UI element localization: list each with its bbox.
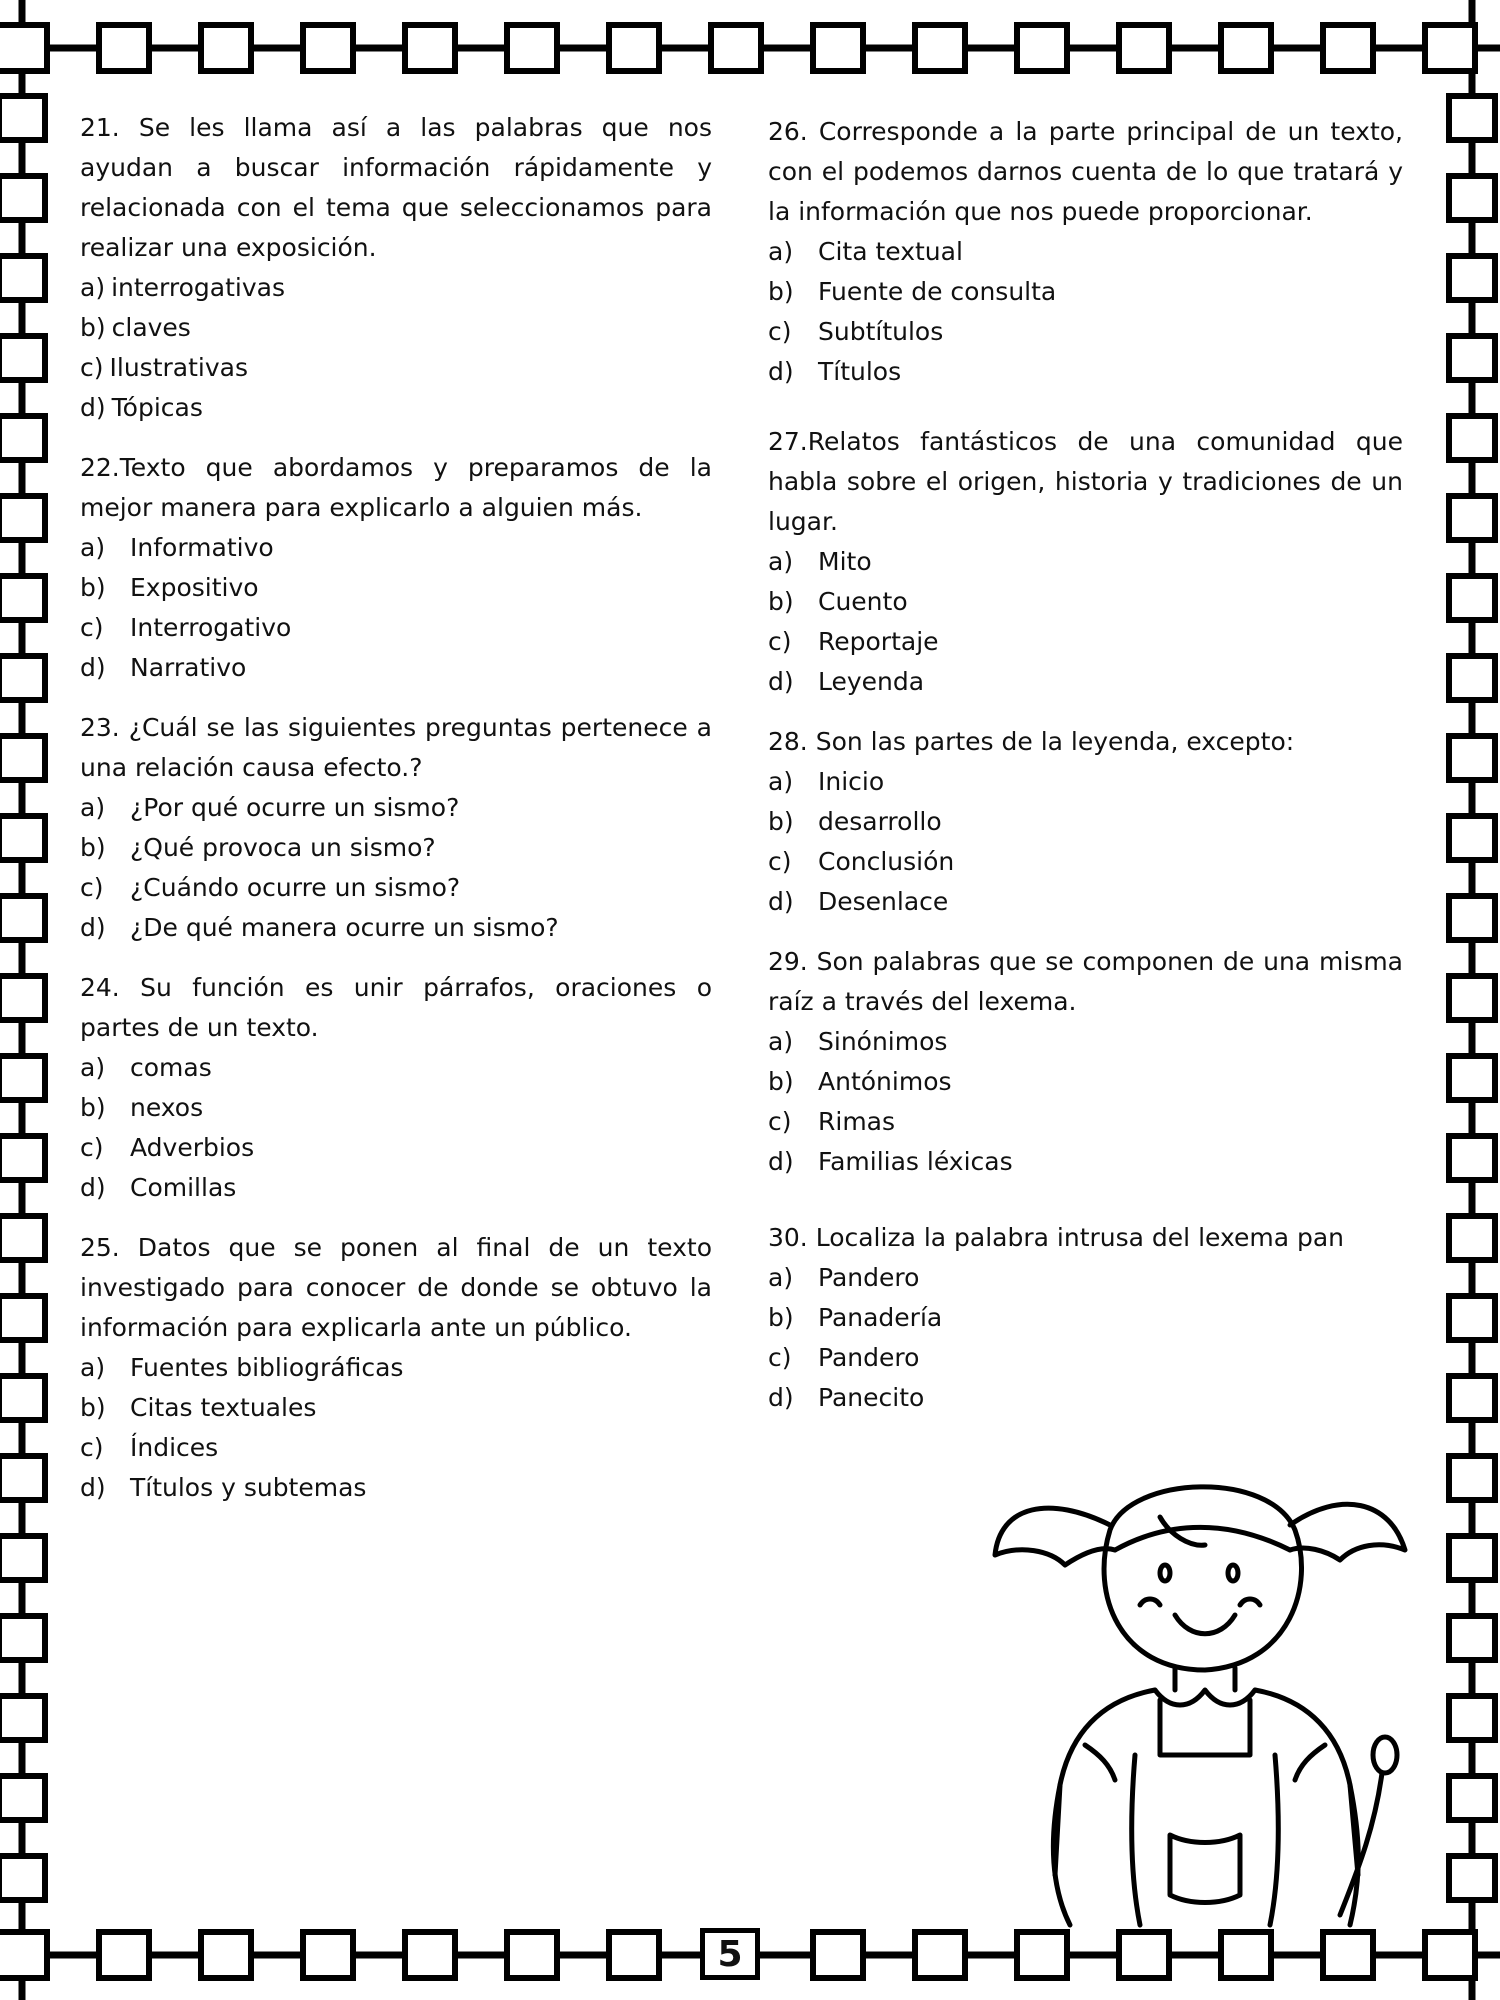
border-box <box>303 1932 353 1978</box>
option-text: Cita textual <box>818 237 963 266</box>
option-letter: c) <box>768 627 792 656</box>
option-letter: c) <box>80 613 104 642</box>
question-text: 21. Se les llama así a las palabras que nos ayudan a buscar información rápidamente y relacionada con el tema que seleccionamos para realizar una exposición. <box>80 113 712 262</box>
border-box <box>0 496 45 540</box>
border-box <box>813 1932 863 1978</box>
answer-option[interactable] <box>80 308 712 348</box>
border-box <box>405 25 455 71</box>
option-text: comas <box>130 1053 212 1082</box>
answer-option[interactable] <box>768 622 1403 662</box>
border-box <box>0 656 45 700</box>
border-box <box>0 1296 45 1340</box>
border-box <box>0 25 47 71</box>
answer-option[interactable] <box>80 1168 712 1208</box>
answer-option[interactable] <box>768 582 1403 622</box>
border-box <box>1017 25 1067 71</box>
border-box <box>1017 1932 1067 1978</box>
border-box <box>1449 1376 1495 1420</box>
border-box <box>813 25 863 71</box>
border-box <box>1425 1932 1475 1978</box>
option-letter: a) <box>768 767 794 796</box>
border-box <box>99 25 149 71</box>
border-box <box>1449 1216 1495 1260</box>
border-box <box>0 1616 45 1660</box>
option-text: Ilustrativas <box>109 353 248 382</box>
option-text: ¿Qué provoca un sismo? <box>130 833 436 862</box>
option-letter: a) <box>80 1053 106 1082</box>
option-text: interrogativas <box>111 273 285 302</box>
question-text: 26. Corresponde a la parte principal de un texto, con el podemos darnos cuenta de lo que tratará y la información que nos puede proporcionar. <box>768 117 1403 226</box>
border-box <box>1449 1696 1495 1740</box>
option-letter: c) <box>768 847 792 876</box>
border-box <box>1449 1776 1495 1820</box>
border-box <box>0 1536 45 1580</box>
option-text: ¿De qué manera ocurre un sismo? <box>130 913 559 942</box>
answer-option[interactable] <box>768 802 1403 842</box>
answer-option[interactable] <box>80 1468 712 1508</box>
option-letter: b) <box>80 313 106 342</box>
answer-option[interactable] <box>80 1128 712 1168</box>
border-box <box>1323 25 1373 71</box>
option-text: Citas textuales <box>130 1393 317 1422</box>
option-text: Informativo <box>130 533 274 562</box>
question-text: 24. Su función es unir párrafos, oraciones o partes de un texto. <box>80 973 712 1042</box>
answer-option[interactable] <box>768 542 1403 582</box>
option-text: nexos <box>130 1093 204 1122</box>
option-text: Reportaje <box>818 627 939 656</box>
answer-option[interactable] <box>80 1048 712 1088</box>
border-box <box>1449 1296 1495 1340</box>
border-box <box>711 25 761 71</box>
border-box <box>0 816 45 860</box>
answer-option[interactable] <box>768 232 1403 272</box>
border-box <box>609 1932 659 1978</box>
answer-option[interactable] <box>80 268 712 308</box>
question-25 <box>80 1228 712 1508</box>
answer-option[interactable] <box>80 1428 712 1468</box>
option-letter: a) <box>768 237 794 266</box>
answer-option[interactable] <box>768 1142 1403 1182</box>
question-text: 23. ¿Cuál se las siguientes preguntas pertenece a una relación causa efecto.? <box>80 713 712 782</box>
border-box <box>0 896 45 940</box>
option-text: Tópicas <box>111 393 203 422</box>
answer-option[interactable] <box>768 1338 1403 1378</box>
answer-option[interactable] <box>768 312 1403 352</box>
right-column <box>768 112 1403 1438</box>
option-text: Adverbios <box>130 1133 255 1162</box>
option-letter: b) <box>80 1393 106 1422</box>
option-letter: a) <box>80 533 106 562</box>
option-text: Desenlace <box>818 887 949 916</box>
border-box <box>1221 1932 1271 1978</box>
option-letter: b) <box>80 833 106 862</box>
option-letter: c) <box>768 317 792 346</box>
border-box <box>303 25 353 71</box>
border-box <box>0 1856 45 1900</box>
border-box <box>405 1932 455 1978</box>
border-box <box>1449 896 1495 940</box>
option-text: Sinónimos <box>818 1027 948 1056</box>
border-box <box>1449 736 1495 780</box>
border-box <box>0 1696 45 1740</box>
answer-option[interactable] <box>80 788 712 828</box>
page-number: 5 <box>700 1928 760 1980</box>
question-26 <box>768 112 1403 392</box>
border-box <box>1449 1056 1495 1100</box>
answer-option[interactable] <box>80 828 712 868</box>
border-box <box>1323 1932 1373 1978</box>
question-22 <box>80 448 712 688</box>
option-letter: a) <box>768 1027 794 1056</box>
option-letter: b) <box>768 587 794 616</box>
border-box <box>1449 496 1495 540</box>
question-text: 28. Son las partes de la leyenda, excepto: <box>768 727 1295 756</box>
option-text: ¿Por qué ocurre un sismo? <box>130 793 460 822</box>
answer-option[interactable] <box>768 1258 1403 1298</box>
option-text: Panadería <box>818 1303 943 1332</box>
option-text: Rimas <box>818 1107 896 1136</box>
border-box <box>1449 976 1495 1020</box>
border-box <box>0 1216 45 1260</box>
answer-option[interactable] <box>80 1348 712 1388</box>
border-box <box>0 976 45 1020</box>
option-text: Mito <box>818 547 872 576</box>
option-text: Subtítulos <box>818 317 944 346</box>
option-text: Conclusión <box>818 847 955 876</box>
answer-option[interactable] <box>768 272 1403 312</box>
answer-option[interactable] <box>768 662 1403 702</box>
question-24 <box>80 968 712 1208</box>
answer-option[interactable] <box>80 528 712 568</box>
border-box <box>1119 25 1169 71</box>
option-text: Leyenda <box>818 667 925 696</box>
option-letter: c) <box>80 1433 104 1462</box>
option-letter: c) <box>80 353 104 382</box>
border-box <box>507 25 557 71</box>
option-letter: d) <box>80 1173 106 1202</box>
answer-option[interactable] <box>80 648 712 688</box>
question-23 <box>80 708 712 948</box>
border-box <box>609 25 659 71</box>
option-text: Títulos y subtemas <box>130 1473 367 1502</box>
question-30 <box>768 1218 1403 1418</box>
answer-option[interactable] <box>768 1378 1403 1418</box>
answer-option[interactable] <box>80 1088 712 1128</box>
border-box <box>201 25 251 71</box>
border-box <box>201 1932 251 1978</box>
option-letter: d) <box>80 913 106 942</box>
answer-option[interactable] <box>80 388 712 428</box>
question-text: 27.Relatos fantásticos de una comunidad que habla sobre el origen, historia y tradiciones de un lugar. <box>768 427 1403 536</box>
option-letter: c) <box>80 873 104 902</box>
option-text: Índices <box>130 1433 219 1462</box>
answer-option[interactable] <box>80 1388 712 1428</box>
border-box <box>915 25 965 71</box>
answer-option[interactable] <box>768 352 1403 392</box>
option-letter: a) <box>80 793 106 822</box>
option-letter: b) <box>768 1303 794 1332</box>
border-box <box>0 176 45 220</box>
border-box <box>1449 336 1495 380</box>
option-text: Familias léxicas <box>818 1147 1013 1176</box>
answer-option[interactable] <box>80 348 712 388</box>
option-text: Pandero <box>818 1343 920 1372</box>
option-letter: d) <box>80 1473 106 1502</box>
option-letter: a) <box>80 1353 106 1382</box>
border-box <box>1449 256 1495 300</box>
answer-option[interactable] <box>768 882 1403 922</box>
option-text: Pandero <box>818 1263 920 1292</box>
option-letter: c) <box>768 1107 792 1136</box>
border-box <box>0 1776 45 1820</box>
border-box <box>1449 1616 1495 1660</box>
border-box <box>1449 1856 1495 1900</box>
option-letter: d) <box>768 667 794 696</box>
answer-option[interactable] <box>80 868 712 908</box>
border-box <box>1221 25 1271 71</box>
answer-option[interactable] <box>80 568 712 608</box>
left-column <box>80 108 712 1528</box>
option-letter: b) <box>768 807 794 836</box>
option-text: ¿Cuándo ocurre un sismo? <box>130 873 461 902</box>
option-letter: b) <box>768 277 794 306</box>
answer-option[interactable] <box>768 1298 1403 1338</box>
question-text: 29. Son palabras que se componen de una misma raíz a través del lexema. <box>768 947 1403 1016</box>
option-letter: b) <box>80 1093 106 1122</box>
border-box <box>507 1932 557 1978</box>
question-21 <box>80 108 712 428</box>
option-letter: c) <box>768 1343 792 1372</box>
answer-option[interactable] <box>768 842 1403 882</box>
girl-illustration <box>990 1455 1420 1935</box>
question-28 <box>768 722 1403 922</box>
answer-option[interactable] <box>768 762 1403 802</box>
border-box <box>0 336 45 380</box>
border-box <box>0 1932 47 1978</box>
border-box <box>1449 1536 1495 1580</box>
option-text: Comillas <box>130 1173 237 1202</box>
border-box <box>0 1376 45 1420</box>
option-text: Fuentes bibliográficas <box>130 1353 404 1382</box>
border-box <box>0 1136 45 1180</box>
question-27 <box>768 422 1403 702</box>
border-box <box>1449 656 1495 700</box>
option-text: Cuento <box>818 587 908 616</box>
option-text: Interrogativo <box>130 613 292 642</box>
border-box <box>1449 1136 1495 1180</box>
option-text: desarrollo <box>818 807 942 836</box>
border-box <box>1119 1932 1169 1978</box>
answer-option[interactable] <box>80 608 712 648</box>
border-box <box>0 576 45 620</box>
border-box <box>0 96 45 140</box>
border-box <box>915 1932 965 1978</box>
option-text: Fuente de consulta <box>818 277 1057 306</box>
border-box <box>1449 1456 1495 1500</box>
question-29 <box>768 942 1403 1182</box>
option-text: Expositivo <box>130 573 259 602</box>
border-box <box>1449 576 1495 620</box>
border-box <box>0 256 45 300</box>
option-text: Inicio <box>818 767 885 796</box>
option-letter: a) <box>768 547 794 576</box>
border-box <box>1425 25 1475 71</box>
option-letter: b) <box>80 573 106 602</box>
option-letter: d) <box>768 1147 794 1176</box>
option-text: Panecito <box>818 1383 925 1412</box>
answer-option[interactable] <box>80 908 712 948</box>
option-text: Títulos <box>818 357 902 386</box>
option-text: Antónimos <box>818 1067 952 1096</box>
option-text: claves <box>111 313 191 342</box>
border-box <box>0 1056 45 1100</box>
option-letter: a) <box>768 1263 794 1292</box>
border-box <box>1449 96 1495 140</box>
border-box <box>1449 416 1495 460</box>
question-text: 30. Localiza la palabra intrusa del lexema pan <box>768 1223 1345 1252</box>
border-box <box>1449 816 1495 860</box>
option-text: Narrativo <box>130 653 247 682</box>
option-letter: d) <box>768 887 794 916</box>
answer-option[interactable] <box>768 1102 1403 1142</box>
answer-option[interactable] <box>768 1022 1403 1062</box>
option-letter: b) <box>768 1067 794 1096</box>
option-letter: d) <box>768 1383 794 1412</box>
option-letter: d) <box>80 653 106 682</box>
question-text: 22.Texto que abordamos y preparamos de la mejor manera para explicarlo a alguien más. <box>80 453 712 522</box>
option-letter: c) <box>80 1133 104 1162</box>
border-box <box>0 1456 45 1500</box>
border-box <box>1449 176 1495 220</box>
option-letter: a) <box>80 273 106 302</box>
option-letter: d) <box>768 357 794 386</box>
border-box <box>0 736 45 780</box>
option-letter: d) <box>80 393 106 422</box>
question-text: 25. Datos que se ponen al final de un texto investigado para conocer de donde se obtuvo la información para explicarla ante un público. <box>80 1233 712 1342</box>
border-box <box>0 416 45 460</box>
answer-option[interactable] <box>768 1062 1403 1102</box>
border-box <box>99 1932 149 1978</box>
